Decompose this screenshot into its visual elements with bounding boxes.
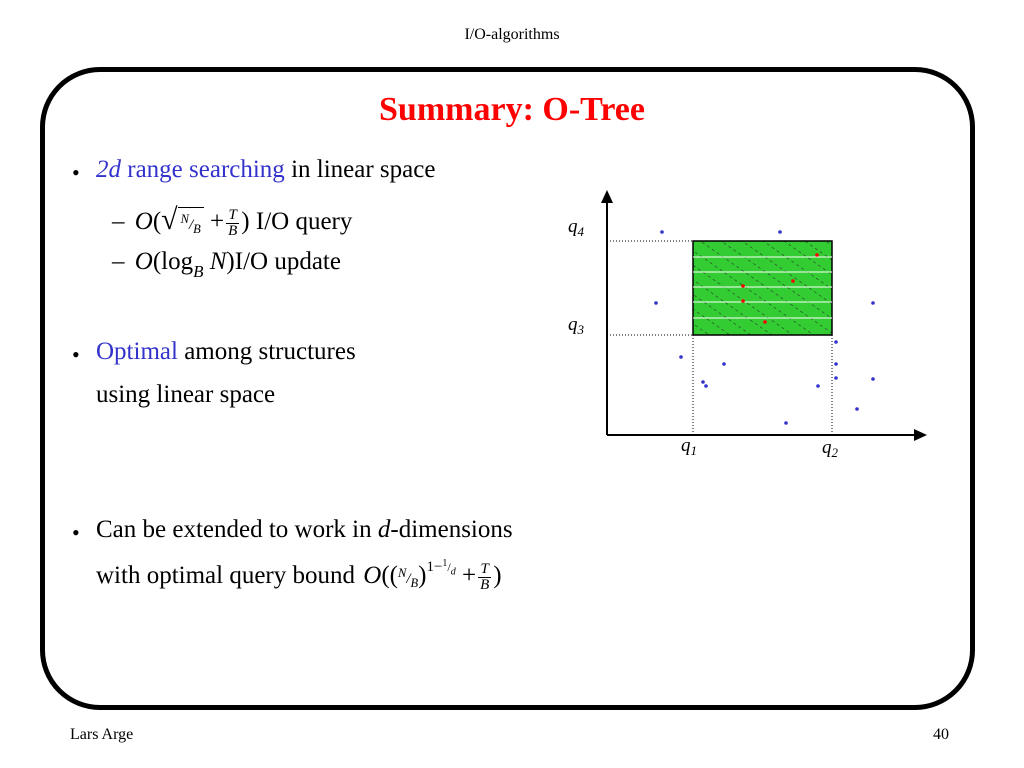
sqrt-B: B bbox=[193, 222, 201, 236]
point bbox=[834, 340, 838, 344]
point bbox=[741, 299, 745, 303]
x-axis-arrow-icon bbox=[914, 429, 927, 441]
point bbox=[741, 284, 745, 288]
label-q2: $q_2$ bbox=[822, 437, 838, 460]
dash: – bbox=[112, 248, 125, 275]
label-q3: $q_3$ bbox=[568, 314, 584, 337]
log-base: B bbox=[193, 262, 204, 281]
frac-T: T bbox=[226, 208, 239, 224]
point bbox=[660, 230, 664, 234]
point bbox=[704, 384, 708, 388]
bullet-1-2d: 2d bbox=[96, 156, 121, 183]
slide-title: Summary: O-Tree bbox=[379, 91, 645, 128]
sqrt-N: N bbox=[180, 212, 189, 226]
bullet-3-text-b: -dimensions bbox=[390, 516, 513, 543]
point bbox=[784, 421, 788, 425]
bullet-dot: • bbox=[72, 520, 80, 545]
point bbox=[791, 279, 795, 283]
log-arg: N bbox=[209, 248, 227, 275]
bullet-2-line-2: using linear space bbox=[96, 381, 276, 408]
log-text: log bbox=[161, 248, 194, 275]
dash: – bbox=[112, 208, 125, 235]
point bbox=[871, 377, 875, 381]
label-q1: $q_1$ bbox=[681, 435, 697, 458]
point bbox=[834, 376, 838, 380]
point bbox=[834, 362, 838, 366]
point bbox=[654, 301, 658, 305]
bullet-3-bound-text: with optimal query bound bbox=[96, 562, 355, 590]
point bbox=[855, 407, 859, 411]
point bbox=[722, 362, 726, 366]
bullet-2-optimal: Optimal bbox=[96, 338, 178, 365]
bullet-dot: • bbox=[72, 160, 80, 185]
update-text: I/O update bbox=[234, 248, 341, 275]
point bbox=[763, 320, 767, 324]
slide-header: I/O-algorithms bbox=[464, 26, 560, 43]
y-axis-arrow-icon bbox=[601, 190, 613, 203]
frac-B: B bbox=[228, 222, 238, 239]
bullet-1-linear-space: in linear space bbox=[284, 156, 436, 183]
point bbox=[871, 301, 875, 305]
point bbox=[778, 230, 782, 234]
point bbox=[679, 355, 683, 359]
point bbox=[816, 384, 820, 388]
footer-author: Lars Arge bbox=[70, 726, 134, 743]
bullet-2-among: among structures bbox=[177, 338, 356, 365]
point bbox=[815, 253, 819, 257]
bullet-3-line-2: with optimal query bound $O((^N/_B)^{1-^1/_d}$ + $\frac{T}{B}$ ) bbox=[96, 558, 502, 593]
footer-page-number: 40 bbox=[933, 726, 949, 743]
sub-bullet-query: – O(√ $^N/_B$ + $\frac{T}{B}$ ) I/O query bbox=[112, 203, 353, 239]
point bbox=[701, 380, 705, 384]
query-text: I/O query bbox=[255, 208, 353, 235]
bullet-1-range-searching: range searching bbox=[121, 156, 285, 183]
query-rectangle bbox=[693, 241, 832, 335]
bullet-3-d: d bbox=[377, 516, 391, 543]
sub-bullet-update: – $O(\log_B$ N)I/O update bbox=[112, 248, 341, 281]
bullet-dot: • bbox=[72, 342, 80, 367]
label-q4: $q_4$ bbox=[568, 216, 584, 239]
bullet-3-text-a: Can be extended to work in bbox=[96, 516, 378, 543]
